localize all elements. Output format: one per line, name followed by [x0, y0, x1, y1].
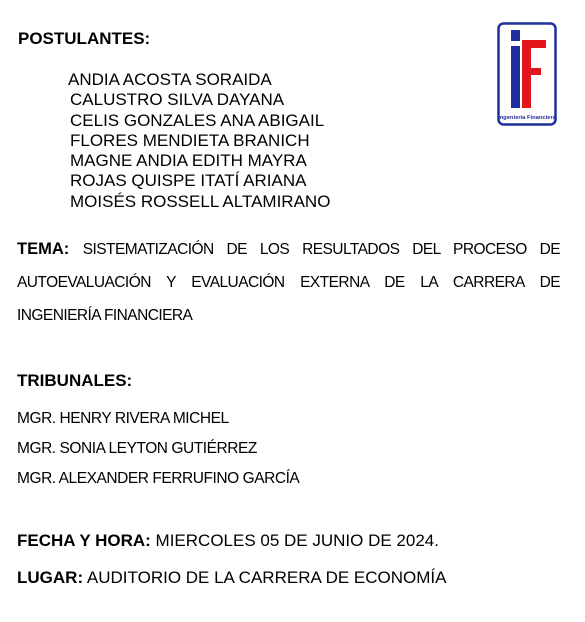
applicant-name: CALUSTRO SILVA DAYANA [70, 90, 285, 110]
tribunal-member: MGR. HENRY RIVERA MICHEL [17, 410, 229, 427]
fecha-label: FECHA Y HORA: [17, 531, 151, 550]
tema-text: SISTEMATIZACIÓN DE LOS RESULTADOS DEL PROCESO DE AUTOEVALUACIÓN Y EVALUACIÓN EXTERNA DE LA CARRERA DE INGENIERÍA FINANCIERA [17, 241, 561, 324]
lugar-label: LUGAR: [17, 568, 84, 587]
tribunal-member: MGR. ALEXANDER FERRUFINO GARCÍA [17, 470, 300, 487]
logo-i-dot [511, 30, 520, 41]
applicant-name: ROJAS QUISPE ITATÍ ARIANA [70, 171, 307, 191]
applicant-name: FLORES MENDIETA BRANICH [70, 130, 310, 150]
applicant-name: MAGNE ANDIA EDITH MAYRA [70, 151, 307, 171]
ingenieria-financiera-logo [497, 22, 557, 126]
tema-paragraph [17, 233, 560, 332]
postulantes-heading: POSTULANTES: [18, 29, 151, 48]
applicant-name: ANDIA ACOSTA SORAIDA [68, 70, 272, 89]
tribunales-heading: TRIBUNALES: [17, 371, 133, 390]
logo-f-middle-bar [522, 68, 541, 75]
applicant-list [68, 70, 330, 212]
fecha-value: MIERCOLES 05 DE JUNIO DE 2024. [155, 531, 439, 550]
logo-caption: Ingeniería Financiera [498, 115, 556, 121]
fecha-line [17, 531, 439, 551]
tribunal-member: MGR. SONIA LEYTON GUTIÉRREZ [17, 440, 257, 457]
lugar-line [17, 568, 447, 588]
tribunal-list [17, 404, 299, 494]
tema-label: TEMA: [17, 240, 70, 258]
applicant-name: CELIS GONZALES ANA ABIGAIL [70, 110, 325, 130]
lugar-value: AUDITORIO DE LA CARRERA DE ECONOMÍA [86, 568, 447, 587]
logo-i-stem [511, 46, 520, 108]
applicant-name: MOISÉS ROSSELL ALTAMIRANO [70, 191, 331, 211]
